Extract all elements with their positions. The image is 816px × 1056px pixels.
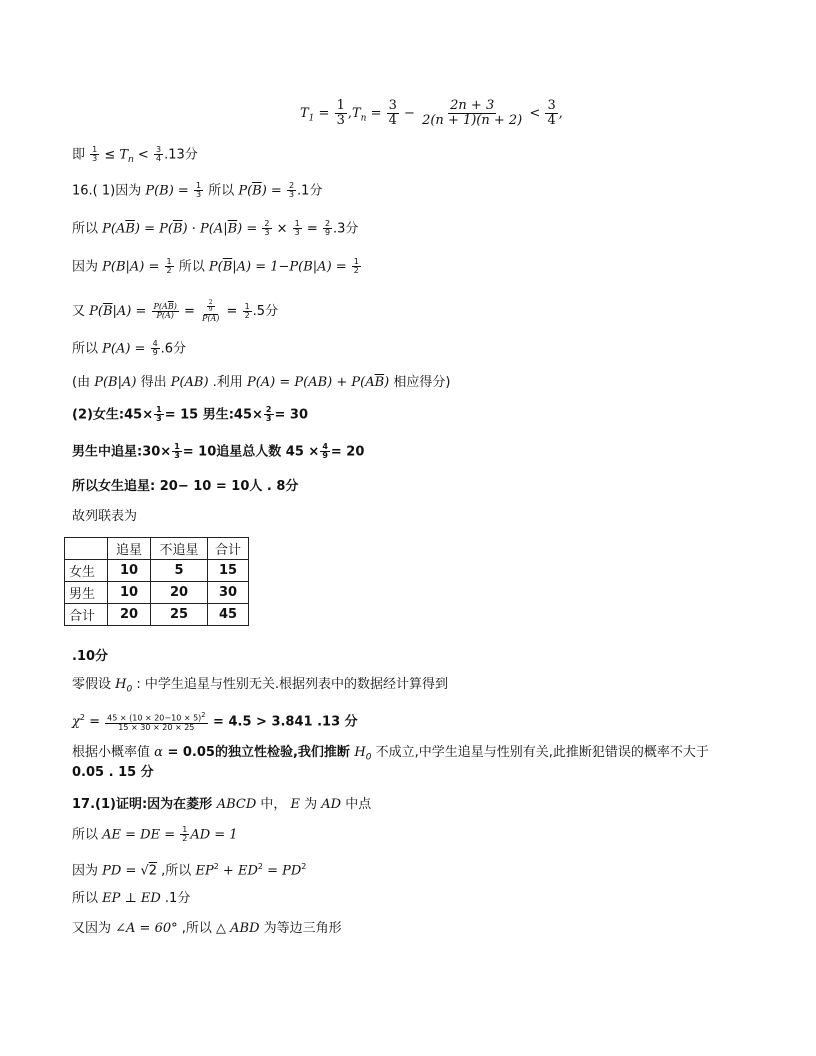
formula-part: E — [290, 797, 301, 812]
formula-part: |A) = 1−P(B|A) = — [232, 259, 351, 275]
text: 为等边三角形 — [259, 921, 342, 936]
denominator: 4 — [547, 113, 556, 128]
formula-part: EP ⊥ ED — [102, 891, 161, 906]
b-complement: $\overline{B}$ — [374, 375, 385, 390]
denominator: 2 — [244, 310, 250, 320]
table-cell: 10 — [108, 582, 151, 604]
line-16-7 — [72, 406, 308, 424]
denominator: 3 — [174, 451, 180, 461]
equals: = — [84, 714, 105, 730]
formula-part: |A) = — [112, 303, 151, 319]
denominator: P(A) — [156, 310, 174, 320]
numerator: 2 — [324, 219, 331, 228]
table-cell: 45 — [208, 604, 249, 626]
text: .利用 — [208, 375, 247, 390]
table-header-cell: 不追星 — [151, 538, 208, 560]
fraction — [194, 182, 203, 200]
numerator: 3 — [155, 145, 162, 154]
formula-part: ABCD — [216, 797, 257, 812]
t-subscript: n — [128, 154, 134, 165]
numerator: 1 — [353, 257, 359, 266]
score-note: .13分 — [164, 147, 198, 163]
numerator: 2n + 3 — [450, 98, 495, 114]
table-cell: 30 — [208, 582, 249, 604]
numerator: 1 — [92, 145, 98, 154]
formula-pb: P(B) = — [145, 183, 193, 199]
denominator: 3 — [288, 190, 295, 200]
formula-part: P(A — [153, 301, 168, 311]
table-header-cell — [65, 538, 108, 560]
score-note: .1分 — [297, 183, 323, 199]
leq: ≤ — [100, 147, 120, 163]
formula-part: PD = — [102, 863, 141, 879]
superscript: 2 — [79, 713, 85, 722]
numerator: 2 — [264, 219, 270, 228]
table-row — [65, 604, 249, 626]
denominator: 9 — [208, 306, 213, 314]
fraction — [352, 258, 361, 276]
less-than: < — [525, 106, 545, 121]
numerator: 1 — [294, 219, 300, 228]
formula-part: P( — [89, 303, 103, 319]
text: (2)女生:45× — [72, 407, 154, 423]
fraction — [165, 258, 174, 276]
line-16-10: 故列联表为 — [72, 509, 138, 524]
text: 中点 — [341, 797, 372, 812]
b-complement: $\overline{B}$ — [252, 183, 262, 199]
fraction — [172, 443, 182, 461]
t1-symbol: T — [300, 106, 309, 121]
text-yinwei: 因为 — [72, 863, 103, 879]
text-suoyi: 所以 — [72, 221, 103, 237]
h-symbol: H — [115, 677, 127, 692]
formula-part: ) = P( — [134, 221, 173, 237]
text-you: 又 — [72, 303, 90, 319]
b-complement: $\overline{B}$ — [167, 301, 174, 311]
fraction — [180, 826, 189, 844]
fraction — [320, 443, 330, 461]
superscript: 2 — [201, 710, 206, 719]
formula-part: AE = DE = — [102, 827, 180, 843]
superscript: 2 — [257, 862, 263, 871]
numerator — [105, 712, 207, 724]
fraction — [293, 220, 302, 238]
text: = 20 — [330, 444, 365, 460]
chi-symbol: χ — [72, 714, 80, 730]
line-17-4 — [72, 890, 190, 908]
numerator: 3 — [547, 98, 556, 114]
line-16-2 — [72, 220, 358, 238]
denominator: 4 — [155, 154, 162, 164]
numerator-text: 45 × (10 × 20−10 × 5) — [107, 713, 202, 723]
row-label: 女生 — [65, 560, 108, 582]
formula-part: ∠A = 60° — [115, 921, 178, 936]
formula-part: ) — [173, 301, 177, 311]
formula-part: EP — [195, 863, 214, 879]
numerator: 1 — [182, 825, 188, 834]
line-conclusion-1 — [72, 744, 709, 767]
table-cell: 5 — [151, 560, 208, 582]
fraction-three-fourths — [387, 99, 399, 127]
formula-part: ) = — [237, 221, 262, 237]
tn-subscript: n — [360, 113, 367, 124]
formula-part: ) · P(A| — [182, 221, 228, 237]
h-symbol: H — [354, 745, 366, 760]
b-complement: $\overline{B}$ — [172, 221, 183, 237]
line-16-3 — [72, 258, 362, 276]
formula-part: P( — [208, 259, 223, 275]
text: 中， — [256, 797, 291, 812]
formula-tn-bound — [300, 96, 563, 137]
question-number: 17.(1)证明:因为在菱形 — [72, 797, 217, 812]
denominator: 2 — [182, 834, 188, 844]
h-subscript: 0 — [365, 752, 372, 763]
t-symbol: T — [119, 147, 129, 163]
denominator: P(A) — [202, 313, 220, 323]
numerator: 4 — [322, 442, 328, 451]
denominator: 3 — [336, 113, 345, 128]
row-label: 合计 — [65, 604, 108, 626]
line-17-5 — [72, 920, 342, 938]
numerator: 1 — [174, 442, 180, 451]
score-note: .6分 — [160, 341, 187, 357]
text-suoyi: 所以 — [72, 827, 103, 843]
numerator: 1 — [166, 257, 172, 266]
table-cell: 15 — [208, 560, 249, 582]
text: 零假设 — [72, 677, 116, 692]
denominator: 3 — [265, 414, 272, 424]
line-ji — [72, 146, 198, 169]
table-row — [65, 560, 249, 582]
table-cell: 25 — [151, 604, 208, 626]
numerator: 2 — [208, 299, 213, 306]
formula-part: ) = — [261, 183, 286, 199]
comma: , — [347, 106, 352, 121]
fraction — [323, 220, 332, 238]
numerator: 1 — [244, 301, 250, 311]
denominator: 4 — [388, 113, 397, 128]
line-16-5 — [72, 340, 186, 358]
denominator: 9 — [152, 348, 158, 358]
equals: = — [314, 106, 334, 121]
denominator: 3 — [156, 414, 162, 424]
b-complement: $\overline{B}$ — [125, 221, 135, 237]
table-row — [65, 582, 249, 604]
formula-part: P(A — [102, 221, 126, 237]
denominator: 3 — [92, 154, 98, 164]
tn-symbol: T — [352, 106, 361, 121]
text: ,所以 — [157, 863, 196, 879]
denominator: 2 — [166, 266, 172, 276]
text: 不成立,中学生追星与性别有关,此推断犯错误的概率不大于 — [371, 745, 709, 760]
numerator: 3 — [388, 98, 397, 114]
formula-part: AD = 1 — [190, 827, 238, 843]
fraction-one-third — [90, 146, 99, 164]
formula-part: P(A) = — [102, 341, 150, 357]
line-16-4 — [72, 300, 278, 323]
superscript: 2 — [301, 862, 307, 871]
b-complement: $\overline{B}$ — [102, 303, 113, 319]
fraction — [262, 220, 271, 238]
line-16-9: 所以女生追星: 20− 10 = 10人 . 8分 — [72, 479, 299, 494]
fraction-inner — [207, 300, 215, 314]
equals: = — [302, 221, 322, 237]
denominator: 3 — [264, 228, 270, 238]
text: = 10追星总人数 45 × — [182, 444, 320, 460]
text-ji: 即 — [72, 147, 90, 163]
result-text: = 4.5 > 3.841 .13 分 — [208, 714, 358, 730]
fraction — [151, 340, 160, 358]
h-subscript: 0 — [126, 684, 133, 695]
numerator — [204, 300, 218, 315]
formula-part: P(B|A) — [94, 375, 137, 390]
text: 为 — [300, 797, 322, 812]
line-17-2 — [72, 826, 238, 844]
text: = 15 男生:45× — [164, 407, 263, 423]
fraction — [264, 406, 274, 424]
fraction-compound — [200, 300, 221, 323]
fraction — [152, 303, 179, 321]
score-note: .3分 — [333, 221, 359, 237]
fraction-2n3 — [420, 99, 524, 127]
equals: = — [179, 303, 199, 319]
t1-subscript: 1 — [308, 113, 315, 124]
line-10fen: .10分 — [72, 649, 109, 664]
fraction-one-third — [335, 99, 347, 127]
formula-part: △ ABD — [216, 921, 260, 936]
denominator: 3 — [195, 190, 202, 200]
numerator: 1 — [195, 181, 202, 190]
numerator: 2 — [288, 181, 295, 190]
formula-part: P(A) = P(AB) + P(A — [246, 375, 375, 390]
text: (由 — [72, 375, 95, 390]
line-17-1 — [72, 796, 371, 814]
table-header-cell: 合计 — [208, 538, 249, 560]
text: ,所以 — [177, 921, 217, 936]
radicand: 2 — [148, 863, 158, 879]
times: × — [272, 221, 292, 237]
table-header-cell: 追星 — [108, 538, 151, 560]
text-suoyi: 所以 — [72, 891, 103, 906]
fraction — [287, 182, 296, 200]
line-16-6 — [72, 374, 450, 392]
table-cell: 20 — [151, 582, 208, 604]
line-17-3 — [72, 858, 306, 880]
table-header-row — [65, 538, 249, 560]
text: 男生中追星:30× — [72, 444, 172, 460]
text: 又因为 — [72, 921, 116, 936]
text: 根据小概率值 — [72, 745, 155, 760]
sqrt-symbol: √ — [140, 863, 149, 879]
formula-part: P(AB) — [170, 375, 209, 390]
text-suoyi: 所以 — [174, 259, 209, 275]
denominator: 9 — [322, 451, 328, 461]
denominator: 2 — [353, 266, 359, 276]
formula-part: + ED — [218, 863, 258, 879]
table-cell: 10 — [108, 560, 151, 582]
line-16-1 — [72, 182, 322, 200]
equals: = — [366, 106, 386, 121]
equals: = — [222, 303, 242, 319]
minus: − — [399, 106, 420, 121]
line-chi-square — [72, 704, 358, 736]
comma: , — [558, 106, 563, 121]
contingency-table — [64, 537, 249, 626]
text: 相应得分) — [389, 375, 451, 390]
fraction-three-fourths — [154, 146, 163, 164]
text: = 0.05的独立性检验,我们推断 — [162, 745, 355, 760]
b-complement: $\overline{B}$ — [227, 221, 238, 237]
table-cell: 20 — [108, 604, 151, 626]
fraction-three-fourths — [545, 99, 557, 127]
numerator: 1 — [156, 405, 162, 414]
row-label: 男生 — [65, 582, 108, 604]
formula-part: = PD — [262, 863, 302, 879]
denominator: 9 — [324, 228, 331, 238]
formula-part: AD — [321, 797, 342, 812]
score-note: .1分 — [160, 891, 191, 906]
superscript: 2 — [213, 862, 219, 871]
text: 得出 — [136, 375, 171, 390]
text: = 30 — [274, 407, 309, 423]
fraction-chi — [105, 712, 207, 732]
numerator: 2 — [265, 405, 272, 414]
text-suoyi: 所以 — [72, 341, 103, 357]
b-complement: $\overline{B}$ — [222, 259, 233, 275]
formula-part: P( — [238, 183, 253, 199]
denominator: 3 — [294, 228, 300, 238]
fraction — [154, 406, 164, 424]
denominator: 15 × 30 × 20 × 25 — [118, 722, 195, 732]
formula-part: ) — [384, 375, 390, 390]
question-number: 16.( 1)因为 — [72, 183, 146, 199]
line-h0 — [72, 676, 448, 699]
formula-part: P(B|A) = — [102, 259, 164, 275]
less-than: < — [133, 147, 153, 163]
text: : 中学生追星与性别无关.根据列表中的数据经计算得到 — [132, 677, 448, 692]
alpha-symbol: α — [154, 745, 163, 760]
numerator: 1 — [336, 98, 345, 114]
line-conclusion-2: 0.05 . 15 分 — [72, 765, 154, 780]
numerator: 4 — [152, 339, 158, 348]
fraction — [243, 303, 252, 321]
text-yinwei: 因为 — [72, 259, 103, 275]
denominator: 2(n + 1)(n + 2) — [422, 113, 523, 128]
line-16-8 — [72, 443, 364, 461]
score-note: .5分 — [252, 303, 279, 319]
text-suoyi: 所以 — [204, 183, 239, 199]
